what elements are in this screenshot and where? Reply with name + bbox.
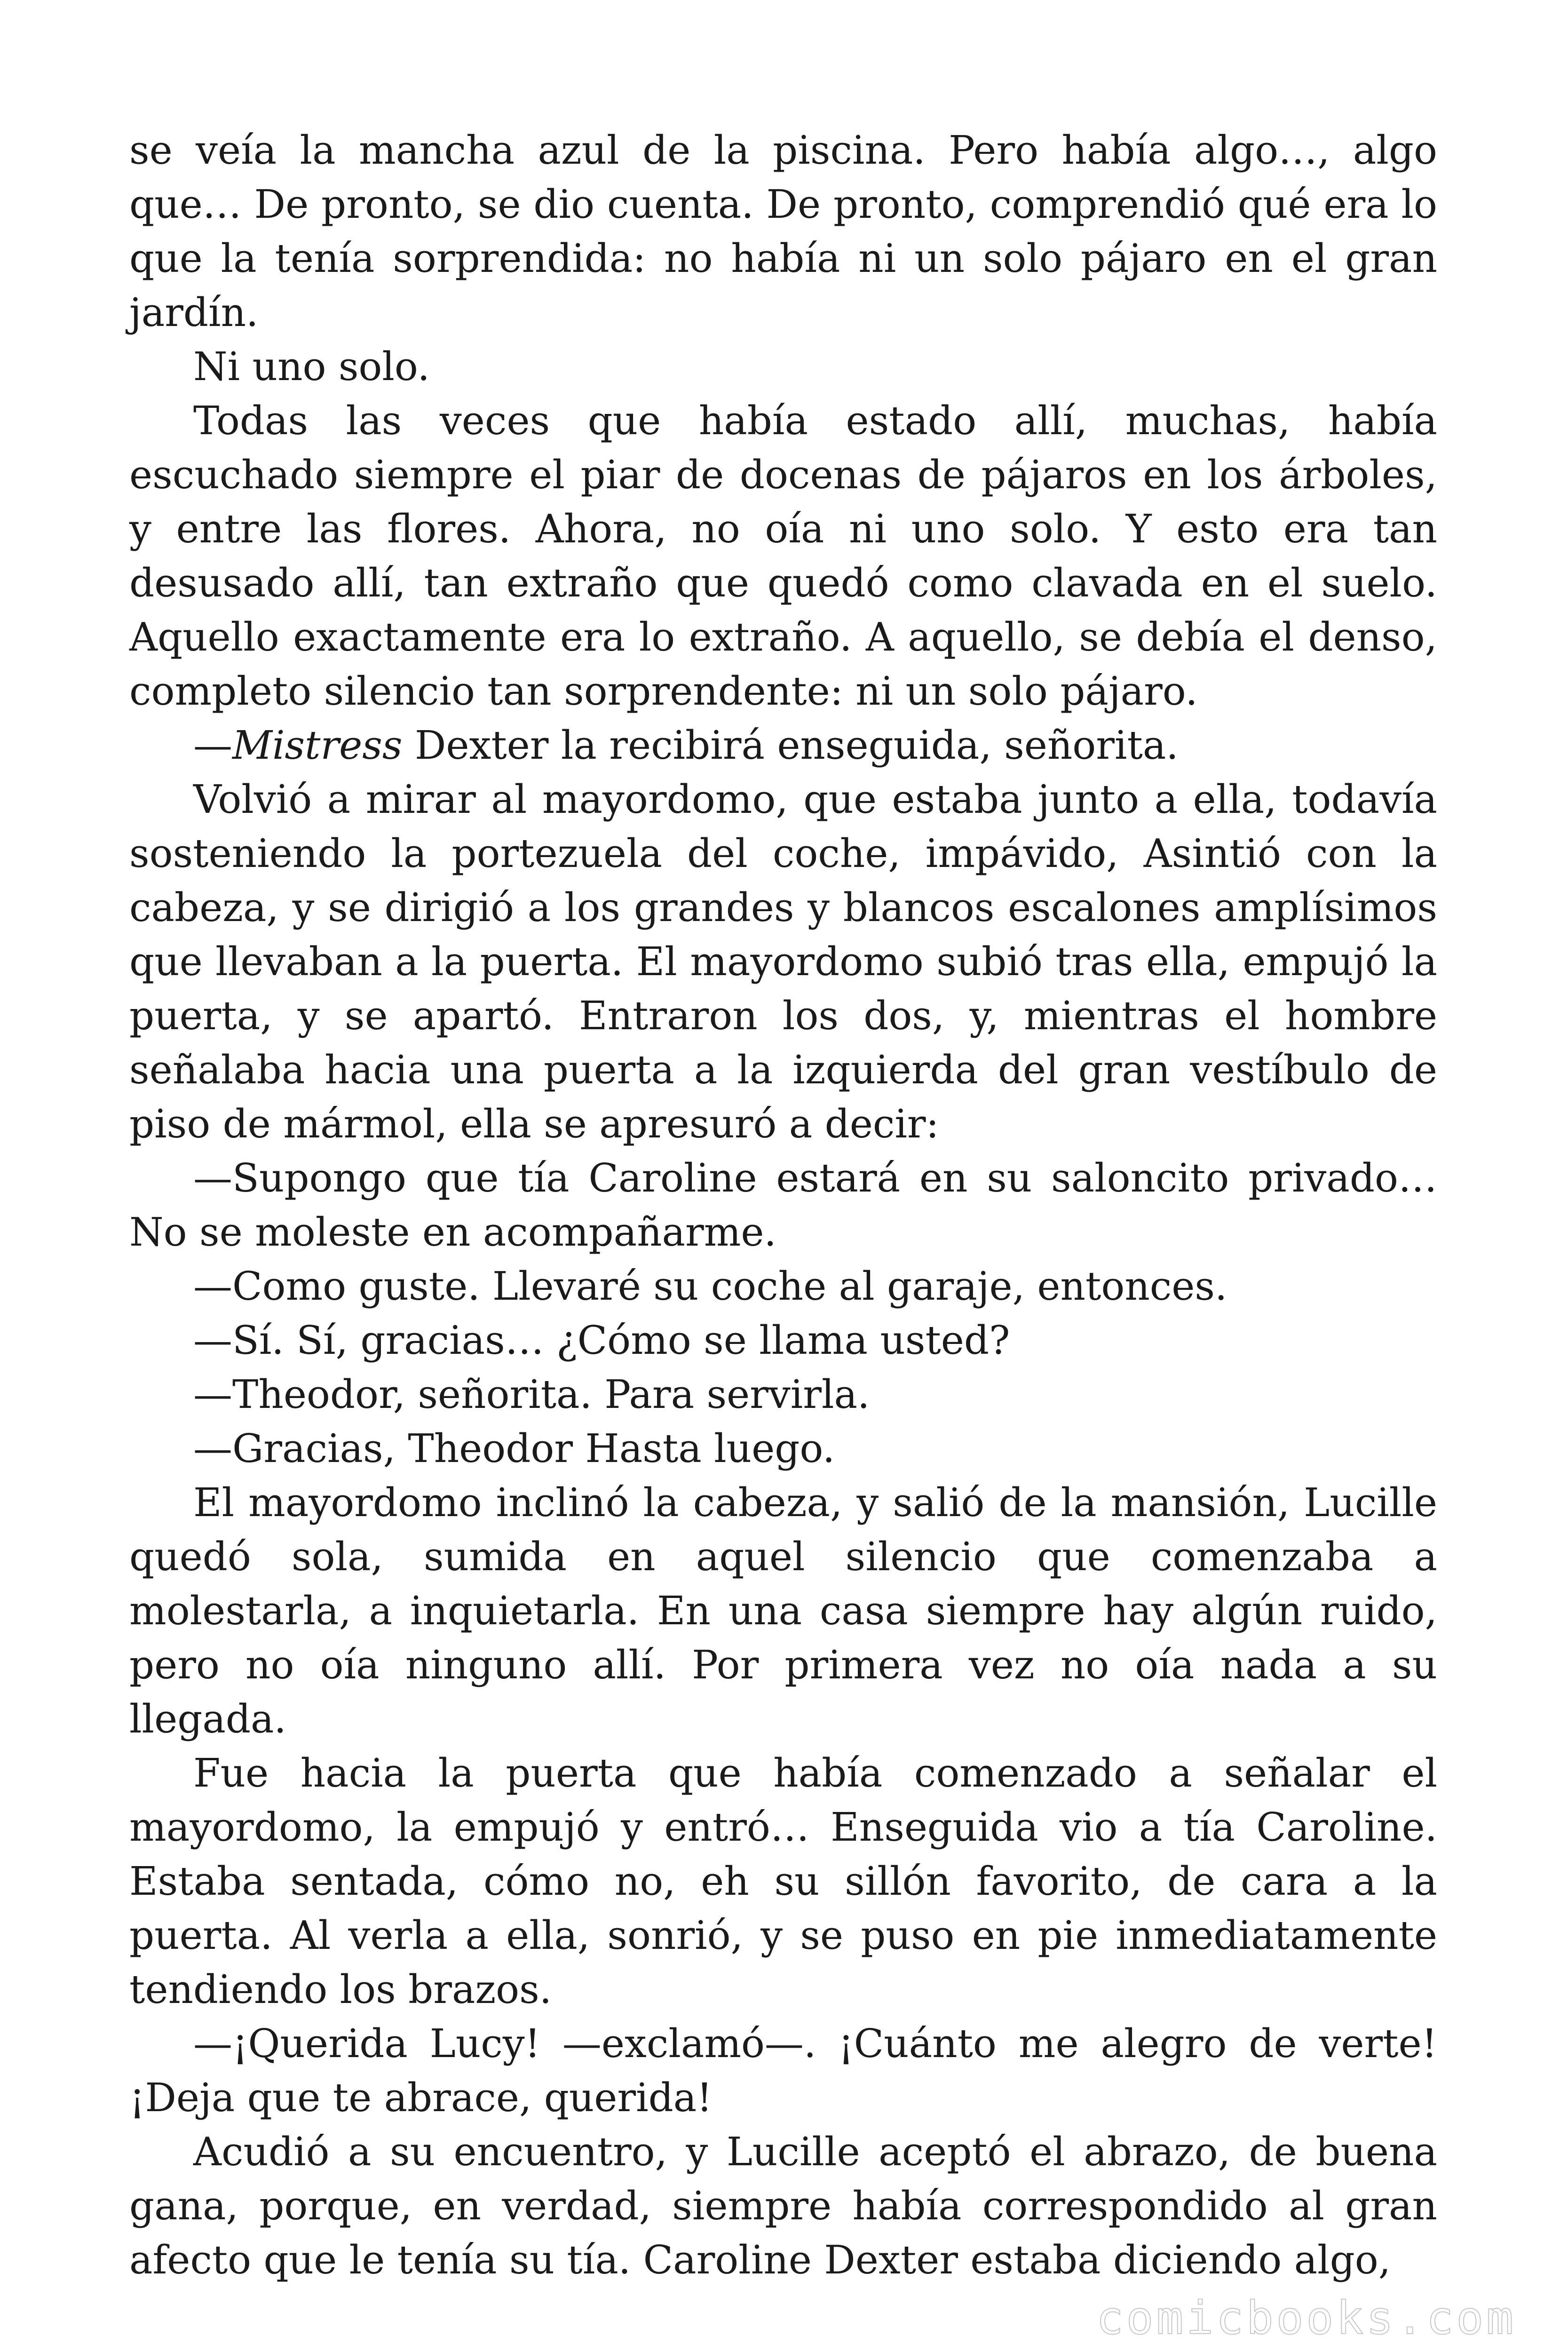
paragraph: Todas las veces que había estado allí, muchas, había escuchado siempre el piar de docenas de pájaros en los árboles, y entre las flores. Ahora, no oía ni uno solo. Y esto era tan desusado allí, tan extraño que quedó como clavada en el suelo. Aquello exactamente era lo extraño. A aquello, se debía el denso, completo silencio tan sorprendente: ni un solo pájaro. (129, 398, 1437, 714)
dialogue-line: —Sí. Sí, gracias… ¿Cómo se llama usted? (193, 1318, 1010, 1363)
paragraph: Ni uno solo. (193, 344, 430, 389)
dialogue-text: Dexter la recibirá enseguida, señorita. (402, 723, 1179, 768)
dialogue-line: —Como guste. Llevaré su coche al garaje, entonces. (193, 1263, 1227, 1309)
paragraph: Volvió a mirar al mayordomo, que estaba junto a ella, todavía sosteniendo la portezuela del coche, impávido, Asintió con la cabeza, y se dirigió a los grandes y blancos escalones amplísimos que llevaban a la puerta. El mayordomo subió tras ella, empujó la puerta, y se apartó. Entraron los dos, y, mientras el hombre señalaba hacia una puerta a la izquierda del gran vestíbulo de piso de mármol, ella se apresuró a decir: (129, 777, 1437, 1147)
italic-word: Mistress (232, 723, 403, 768)
dialogue-dash: — (193, 723, 232, 768)
paragraph: Fue hacia la puerta que había comenzado a señalar el mayordomo, la empujó y entró… Enseguida vio a tía Caroline. Estaba sentada, cómo no, eh su sillón favorito, de cara a la puerta. Al verla a ella, sonrió, y se puso en pie inmediatamente tendiendo los brazos. (129, 1750, 1437, 2012)
dialogue-line (129, 718, 1437, 772)
dialogue-line: —Theodor, señorita. Para servirla. (193, 1372, 870, 1417)
dialogue-line: —Gracias, Theodor Hasta luego. (193, 1426, 835, 1471)
page-body-text (129, 123, 1437, 2287)
paragraph: El mayordomo inclinó la cabeza, y salió de la mansión, Lucille quedó sola, sumida en aquel silencio que comenzaba a molestarla, a inquietarla. En una casa siempre hay algún ruido, pero no oía ninguno allí. Por primera vez no oía nada a su llegada. (129, 1480, 1437, 1742)
dialogue-line: —¡Querida Lucy! —exclamó—. ¡Cuánto me alegro de verte! ¡Deja que te abrace, querida! (129, 2021, 1437, 2121)
dialogue-line: —Supongo que tía Caroline estará en su saloncito privado… No se moleste en acompañarme. (129, 1155, 1437, 1255)
paragraph: Acudió a su encuentro, y Lucille aceptó el abrazo, de buena gana, porque, en verdad, siempre había correspondido al gran afecto que le tenía su tía. Caroline Dexter estaba diciendo algo, (129, 2129, 1437, 2283)
watermark: comicbooks.com (1096, 2292, 1516, 2344)
paragraph-continued: se veía la mancha azul de la piscina. Pero había algo…, algo que… De pronto, se dio cuenta. De pronto, comprendió qué era lo que la tenía sorprendida: no había ni un solo pájaro en el gran jardín. (129, 127, 1437, 335)
